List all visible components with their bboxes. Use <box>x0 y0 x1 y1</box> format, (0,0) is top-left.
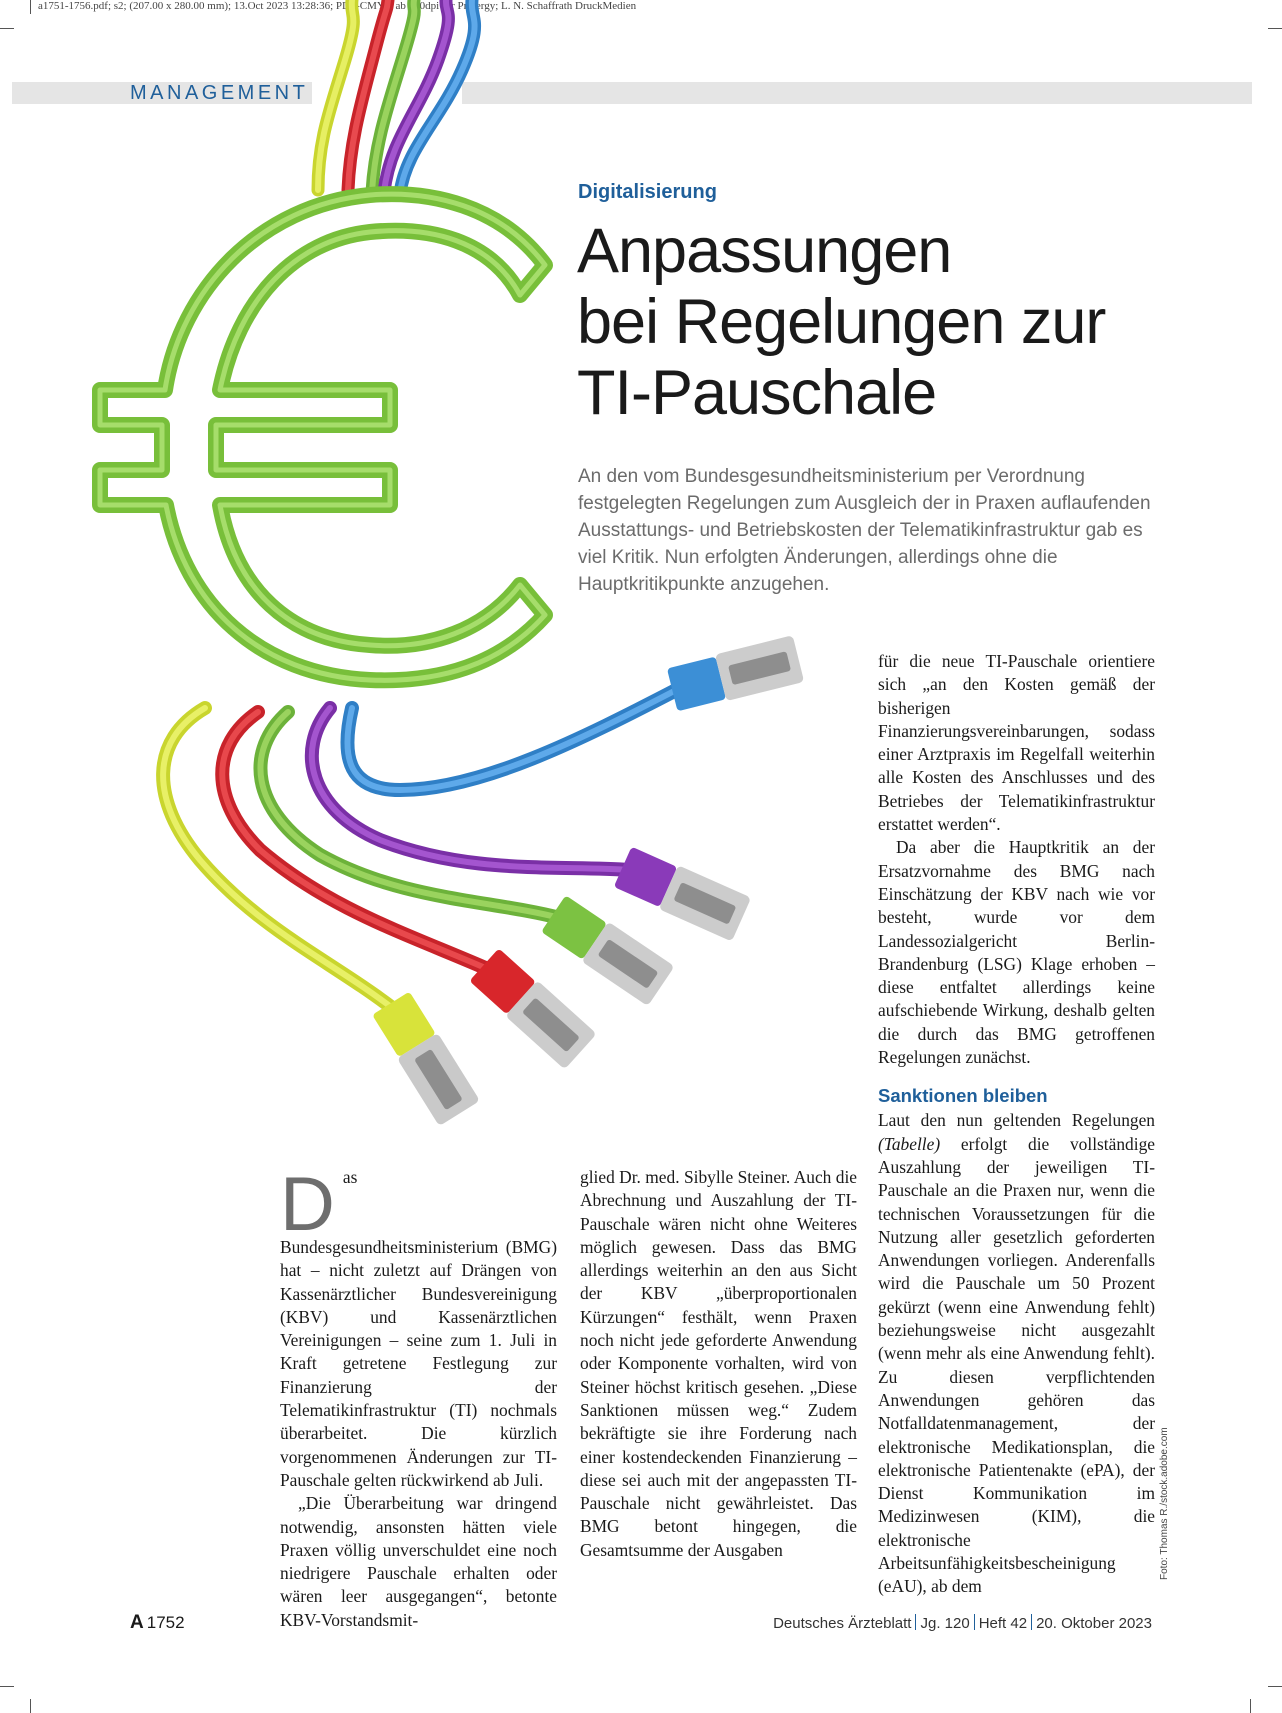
paragraph-text: erfolgt die vollständige Auszahlung der jeweiligen TI-Pauschale an die Praxen nur, wenn die technischen Voraussetzungen für die Nutzung aller gesetzlich geforderten Anwendungen vorliegen. Anderenfalls wird die Pauschale um 50 Prozent gekürzt (wenn eine Anwendung fehlt) beziehungsweise nicht ausgezahlt (wenn mehr als eine Anwendung fehlt). Zu diesen verpflichtenden Anwendungen gehören das Notfalldatenmanagement, der elektronische Medikationsplan, die elektronische Patientenakte (ePA), der Dienst Kommunikation im Medizinwesen (KIM), die elektronische Arbeitsunfähigkeitsbescheinigung (eAU), ab dem <box>878 1133 1155 1597</box>
headline-line: TI-Pauschale <box>577 358 937 428</box>
article-lead: An den vom Bundesgesundheitsministerium per Verordnung festgelegten Regelungen zum Ausgleich der in Praxen auflaufenden Ausstattungs- und Betriebskosten der Telematikinfrastruktur gab es viel Kritik. Nun erfolgten Änderungen, allerdings ohne die Hauptkritikpunkte anzugehen. <box>578 466 1151 595</box>
divider <box>1031 1614 1032 1630</box>
text-column-3 <box>878 650 1155 1599</box>
paragraph <box>280 1162 557 1492</box>
page-number <box>130 1612 185 1634</box>
paragraph: glied Dr. med. Sibylle Steiner. Auch die Abrechnung und Auszahlung der TI-Pauschale wären nicht ohne Weiteres möglich gewesen. Dass das BMG allerdings weiterhin an den aus Sicht der KBV „überproportionalen Kürzungen“ festhält, wenn Praxen noch nicht jede geforderte Anwendung oder Komponente vorhalten, wird von Steiner höchst kritisch gesehen. „Diese Sanktionen müssen weg.“ Zudem bekräftigte sie ihre Forderung nach einer kostendeckenden Finanzierung – diese sei auch mit der angepassten TI-Pauschale nicht gewährleistet. Das BMG betont hingegen, die Gesamtsumme der Ausgaben <box>580 1167 857 1560</box>
print-slug: a1751-1756.pdf; s2; (207.00 x 280.00 mm); 13.Oct 2023 13:28:36; PDF-CMYK ab 150dpi für Prinergy; L. N. Schaffrath DruckMedien <box>38 0 637 12</box>
page-number-value: 1752 <box>146 1613 185 1632</box>
table-reference: (Tabelle) <box>878 1133 941 1154</box>
drop-cap: D <box>280 1162 335 1247</box>
text-column-1 <box>280 1162 557 1632</box>
journal-volume: Jg. 120 <box>920 1615 970 1632</box>
divider <box>915 1614 916 1630</box>
article-kicker: Digitalisierung <box>578 181 717 203</box>
article-headline <box>577 216 1217 429</box>
section-label: MANAGEMENT <box>130 82 309 104</box>
headline-line: Anpassungen <box>577 216 952 286</box>
paragraph: für die neue TI-Pauschale orientiere sich „an den Kosten gemäß der bisherigen Finanzierungsvereinbarungen, sodass einer Arztpraxis im Regelfall weiterhin alle Kosten des Anschlusses und des Betriebes der Telematikinfrastruktur erstattet werden“. <box>878 651 1155 835</box>
divider <box>974 1614 975 1630</box>
subheading: Sanktionen bleiben <box>878 1085 1048 1107</box>
paragraph: „Die Überarbeitung war dringend notwendig, ansonsten hätten viele Praxen völlig unverschuldet eine noch niedrigere Pauschale erhalten oder wären leer ausgegangen“, betonte KBV-Vorstandsmit- <box>280 1493 557 1630</box>
journal-footer <box>773 1614 1152 1632</box>
journal-name: Deutsches Ärzteblatt <box>773 1615 912 1632</box>
text-column-2 <box>580 1166 857 1562</box>
headline-line: bei Regelungen zur <box>577 287 1106 357</box>
paragraph: Da aber die Hauptkritik an der Ersatzvornahme des BMG nach Einschätzung der KBV nach wie vor besteht, wurde vor dem Landessozialgericht Berlin-Brandenburg (LSG) Klage erhoben – diese entfaltet allerdings keine aufschiebende Wirkung, deshalb gelten die durch das BMG getroffenen Regelungen zunächst. <box>878 837 1155 1068</box>
photo-credit: Foto: Thomas R./stock.adobe.com <box>1159 1427 1170 1580</box>
journal-issue: Heft 42 <box>978 1615 1028 1632</box>
paragraph-text: Laut den nun geltenden Regelungen <box>878 1110 1155 1131</box>
paragraph-text: as Bundesgesundheitsministerium (BMG) hat – nicht zuletzt auf Drängen von Kassenärztlicher Bundesvereinigung (KBV) und Kassenärztlichen Vereinigungen – seine zum 1. Juli in Kraft getretene Festlegung zur Finanzierung der Telematikinfrastruktur (TI) nochmals überarbeitet. Die kürzlich vorgenommenen Änderungen zur TI-Pauschale gelten rückwirkend ab Juli. <box>280 1167 557 1490</box>
page-prefix: A <box>130 1612 144 1633</box>
journal-date: 20. Oktober 2023 <box>1036 1615 1152 1632</box>
paragraph <box>878 1109 1155 1598</box>
